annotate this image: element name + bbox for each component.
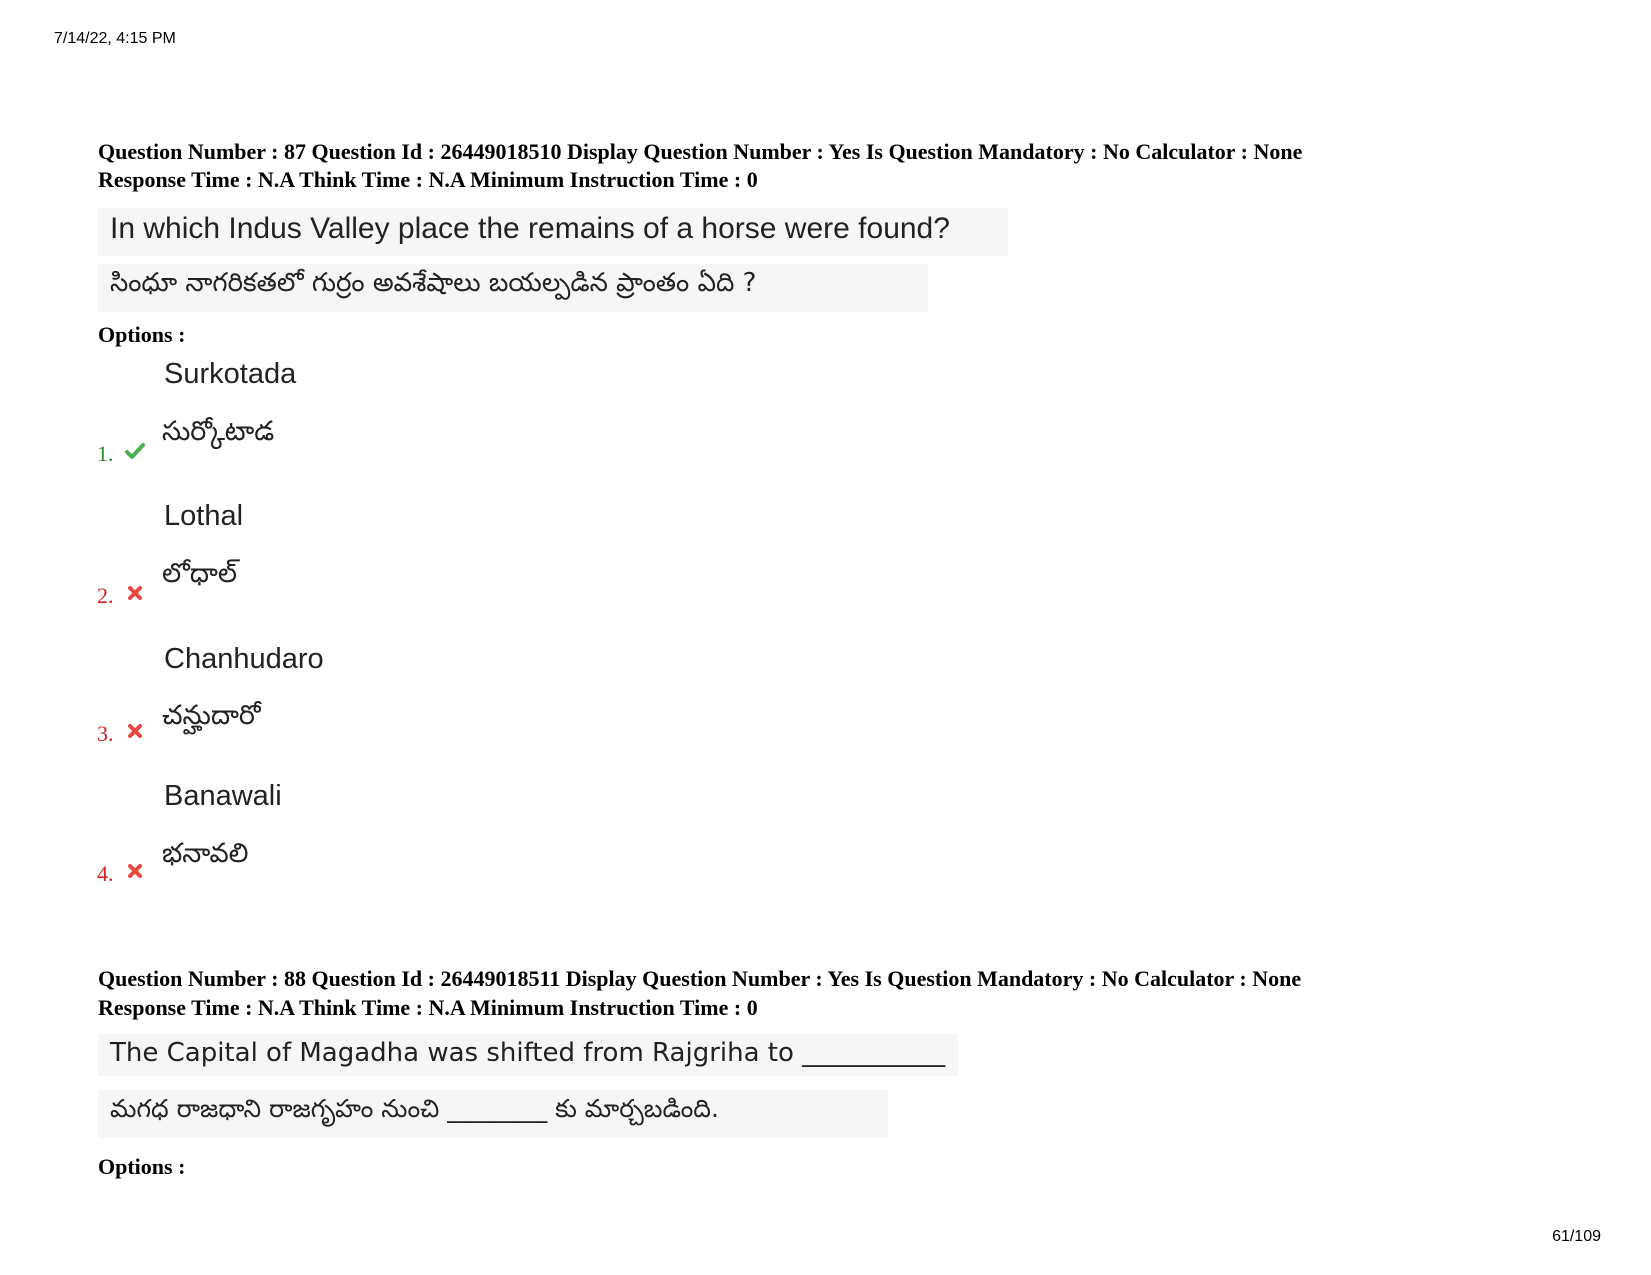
option-3-text-en: Chanhudaro xyxy=(164,643,324,675)
option-2-text-te: లోధాల్ xyxy=(162,558,238,589)
question-88-options-label: Options : xyxy=(98,1154,186,1179)
question-88-header-line1: Question Number : 88 Question Id : 26449018511 Display Question Number : Yes Is Question Mandatory : No Calculator : None xyxy=(98,966,1302,991)
question-87-header-line1: Question Number : 87 Question Id : 26449018510 Display Question Number : Yes Is Question Mandatory : No Calculator : None xyxy=(98,139,1303,164)
option-2-number: 2. xyxy=(97,583,114,608)
cross-icon xyxy=(124,860,146,882)
option-2-text-en: Lothal xyxy=(164,500,244,532)
cross-icon xyxy=(124,582,146,604)
question-88-header-line2: Response Time : N.A Think Time : N.A Minimum Instruction Time : 0 xyxy=(98,995,758,1020)
option-4-text-en: Banawali xyxy=(164,780,282,812)
option-3-number: 3. xyxy=(97,721,114,746)
option-1-text-en: Surkotada xyxy=(164,358,297,390)
question-87-header-line2: Response Time : N.A Think Time : N.A Minimum Instruction Time : 0 xyxy=(98,167,758,192)
option-4-text-te: భనావలి xyxy=(162,838,249,869)
page-number: 61/109 xyxy=(1552,1228,1601,1245)
question-88-text-te: మగధ రాజధాని రాజగృహం నుంచి ________ కు మార్చబడింది. xyxy=(98,1090,888,1138)
question-87-text-te: సింధూ నాగరికతలో గుర్రం అవశేషాలు బయల్పడిన ప్రాంతం ఏది ? xyxy=(98,264,928,312)
option-1-text-te: సుర్కోటాడ xyxy=(162,416,275,447)
option-1-number: 1. xyxy=(97,441,114,466)
option-3-text-te: చన్హుదారో xyxy=(162,700,261,731)
question-87-options-label: Options : xyxy=(98,322,186,347)
cross-icon xyxy=(124,720,146,742)
print-timestamp: 7/14/22, 4:15 PM xyxy=(54,30,176,47)
question-88-text-en: The Capital of Magadha was shifted from Rajgriha to ___________ xyxy=(98,1034,958,1076)
option-4-number: 4. xyxy=(97,861,114,886)
question-87-text-en: In which Indus Valley place the remains of a horse were found? xyxy=(98,208,1008,256)
check-icon xyxy=(124,440,146,462)
